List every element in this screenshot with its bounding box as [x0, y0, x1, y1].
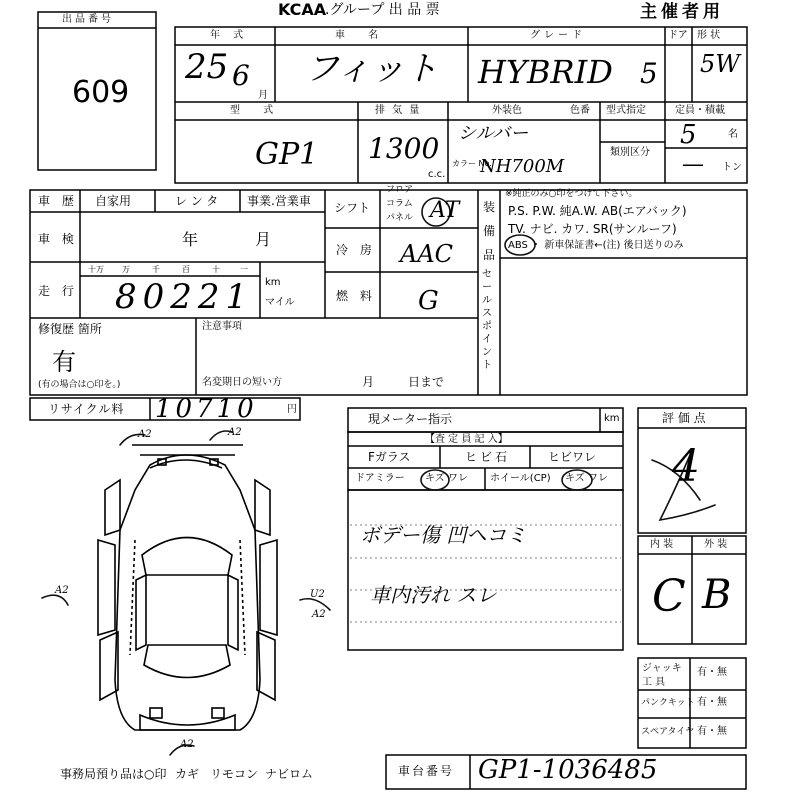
mile-unit: マイル [265, 297, 295, 308]
exterior-color-header: 外装色 [492, 105, 522, 116]
grade-header: グレード [530, 30, 586, 41]
key-label: カギ [175, 767, 200, 781]
car-diagram [98, 445, 277, 730]
mirror-label: ドアミラー [355, 473, 405, 484]
doors-header: ドア [668, 30, 688, 41]
history-label: 車 歴 [38, 194, 78, 208]
score-label: 評 価 点 [662, 411, 706, 425]
hw-month: 6 [232, 59, 250, 92]
glass-label: Fガラス [368, 450, 411, 464]
equipment-note: ※純正のみ○印をつけて下さい。 [505, 189, 638, 199]
lot-number: 609 [72, 75, 130, 110]
chassis-label: 車台番号 [398, 764, 455, 778]
history-private: 自家用 [95, 194, 132, 208]
hw-chassis-no: GP1-1036485 [478, 755, 658, 785]
repair-note: (有の場合は○印を。) [38, 380, 121, 390]
office-note: 事務局預り品は○印 [60, 767, 167, 781]
shift-floor: フロア [386, 185, 414, 195]
deadline-day: 日まで [408, 375, 445, 389]
equipment-row1: P.S. P.W. 純A.W. AB(エアバック) [508, 204, 687, 218]
equipment-row3: ABS ・ 新車保証書←(注) 後日送りのみ [508, 240, 684, 251]
hw-fuel: G [418, 286, 439, 316]
hw-notes-line2: 車内汚れ スレ [370, 583, 497, 607]
inspection-year: 年 [182, 230, 199, 249]
repair-value: 有 [52, 348, 76, 376]
shape-header: 形 状 [697, 30, 721, 41]
persons-unit: 名 [728, 129, 738, 140]
hw-year: 25 [185, 47, 229, 87]
meter-unit: km [604, 413, 620, 424]
shift-column: コラム [386, 199, 413, 209]
exterior-label: 外 装 [704, 539, 728, 550]
caution-label: 注意事項 [202, 321, 242, 332]
month-unit: 月 [258, 90, 268, 101]
mileage-label: 走 行 [38, 284, 78, 298]
deadline-month: 月 [362, 375, 375, 389]
puncture-yes-no: 有・無 [697, 697, 727, 708]
hw-model-code: GP1 [255, 137, 319, 172]
model-designation-header: 型式指定 [606, 105, 646, 116]
hw-doors: 5 [640, 57, 658, 90]
model-header: 型 式 [230, 105, 284, 116]
recycle-unit: 円 [287, 404, 297, 415]
digit-100k: 十万 [88, 265, 104, 274]
hw-exterior: B [702, 572, 732, 618]
mark-left-side: A2 [55, 585, 69, 596]
jack-label: ジャッキ 工 具 [642, 663, 682, 688]
hw-seats: 5 [680, 120, 697, 150]
hw-ac: AAC [400, 240, 454, 268]
hw-color: シルバー [458, 123, 529, 144]
mark-rear: A2 [180, 739, 194, 750]
repair-label: 修復歴 箇所 [38, 322, 102, 336]
equipment-label: 装 備 品 [483, 200, 496, 262]
tons-unit: トン [722, 162, 742, 173]
color-no-header: 色番 [570, 105, 590, 116]
cc-unit: c.c. [428, 169, 446, 180]
fuel-label: 燃 料 [336, 289, 376, 303]
hw-shape: 5W [700, 50, 740, 78]
mirror-options: キズ ワレ [425, 473, 468, 484]
digit-1k: 千 [152, 265, 160, 274]
color-no-small: カラー No. [452, 159, 492, 168]
digit-100: 百 [182, 265, 190, 274]
notes-box [348, 490, 623, 650]
hw-notes-line1: ボデー傷 凹ヘコミ [360, 523, 527, 547]
inspector-label: 【査 定 員 記 入】 [425, 434, 508, 445]
name-header: 車 名 [335, 30, 389, 41]
hw-grade: HYBRID [478, 53, 613, 91]
history-rental: レンタ [175, 194, 223, 208]
lot-label: 出品番号 [62, 14, 114, 25]
logo: KCAA [278, 0, 327, 19]
mark-right-side: U2 [310, 589, 325, 600]
ac-label: 冷 房 [336, 243, 376, 257]
crack-label: ヒビワレ [548, 450, 597, 464]
inspection-month: 月 [255, 230, 272, 249]
category-label: 類別区分 [610, 147, 650, 158]
digit-10k: 万 [122, 265, 130, 274]
digit-1: 一 [240, 265, 248, 274]
hw-displacement: 1300 [368, 132, 440, 165]
sales-point-label: セールスポイント [482, 269, 492, 371]
hw-recycle: 10710 [155, 394, 258, 424]
spare-label: スペアタイヤ [641, 727, 695, 737]
navi-label: ナビロム [265, 767, 314, 781]
wheel-options: キズ ワレ [565, 473, 608, 484]
hw-mileage: 80221 [115, 277, 254, 317]
displacement-header: 排 気 量 [375, 105, 422, 116]
hw-shift: AT [430, 198, 460, 223]
organizer-label: 主催者用 [640, 2, 724, 22]
interior-label: 内 装 [650, 539, 674, 550]
shift-label: シフト [334, 201, 371, 215]
digit-10: 十 [212, 265, 220, 274]
year-header: 年 式 [210, 30, 249, 41]
hw-interior: C [652, 571, 686, 622]
puncture-label: パンクキット [641, 698, 695, 708]
deadline-label: 名変期日の短い方 [202, 377, 282, 388]
equipment-row2: TV. ナビ. カワ. SR(サンルーフ) [508, 222, 677, 236]
hw-color-code: NH700M [480, 156, 565, 177]
wheel-label: ホイール(CP) [490, 473, 551, 484]
remote-label: リモコン [210, 767, 259, 781]
hw-load: — [682, 152, 704, 177]
mark-front-right: A2 [228, 427, 242, 438]
shift-panel: パネル [386, 213, 414, 223]
km-unit: km [265, 277, 281, 288]
hw-car-name: フィット [305, 49, 439, 89]
mark-front-left: A2 [138, 429, 152, 440]
history-business: 事業.営業車 [247, 194, 311, 208]
form-title: .グループ 出 品 票 [325, 2, 440, 18]
jack-yes-no: 有・無 [697, 667, 727, 678]
inspection-label: 車 検 [38, 232, 78, 246]
meter-label: 現メーター指示 [368, 412, 453, 426]
mark-right-rear: A2 [312, 609, 326, 620]
chip-label: ヒビ石 [465, 450, 511, 464]
spare-yes-no: 有・無 [697, 726, 727, 737]
recycle-label: リサイクル料 [48, 402, 125, 416]
hw-score: 4 [672, 441, 700, 492]
capacity-header: 定員・積載 [675, 105, 725, 116]
